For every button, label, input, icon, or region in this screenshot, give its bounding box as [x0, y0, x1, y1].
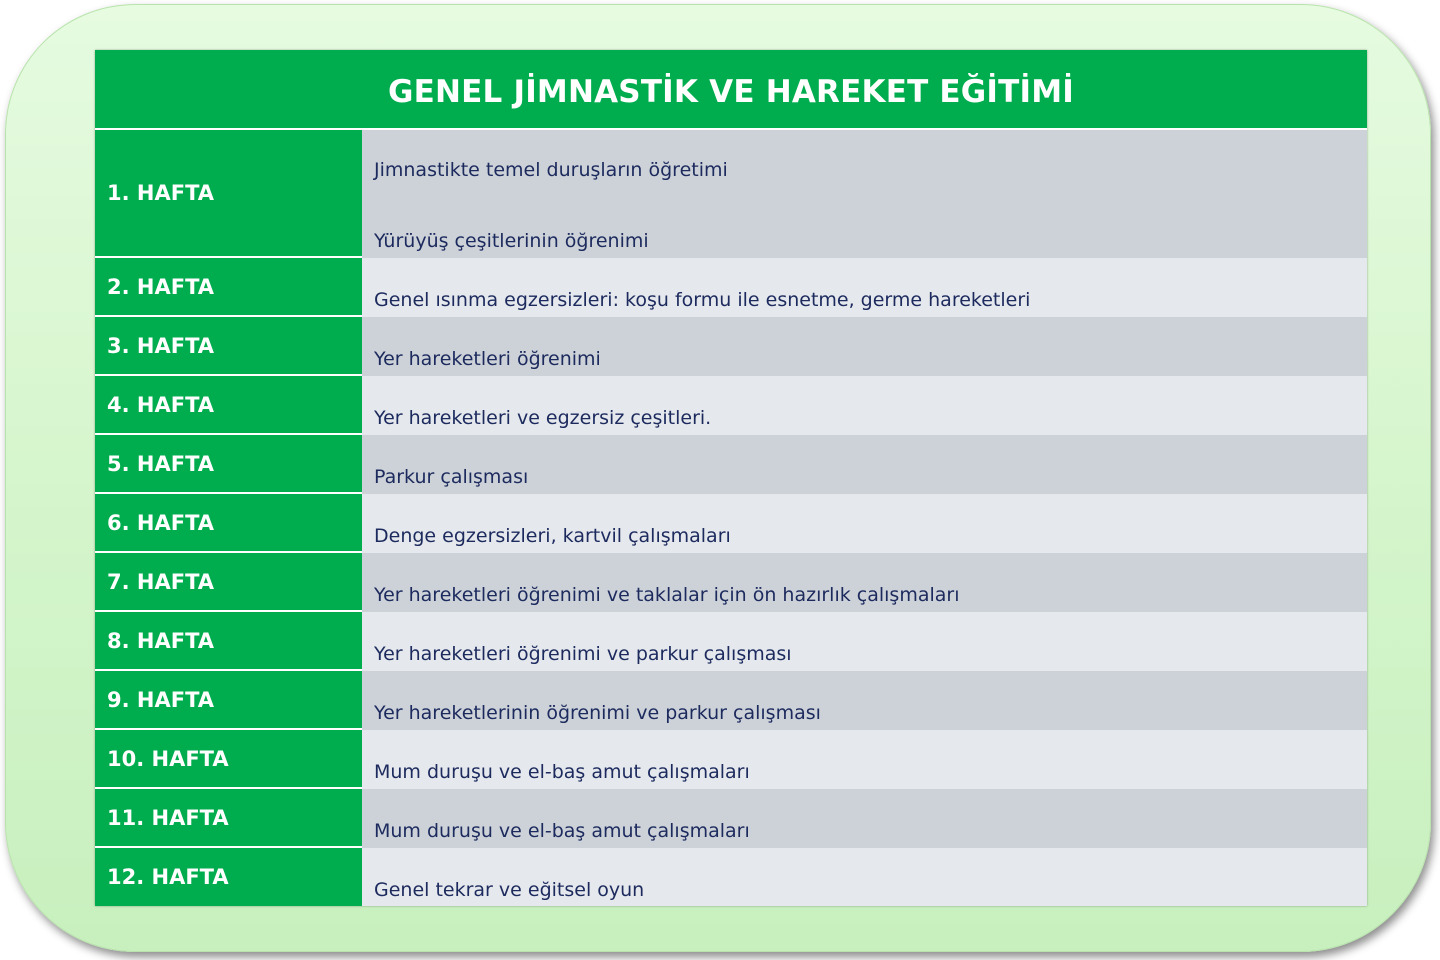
week-label: 8. HAFTA: [95, 612, 362, 671]
table-row: [95, 848, 1367, 906]
week-label: 7. HAFTA: [95, 553, 362, 612]
table-row: [95, 494, 1367, 553]
week-label: 4. HAFTA: [95, 376, 362, 435]
activity-text: Genel ısınma egzersizleri: koşu formu ile esnetme, germe hareketleri: [374, 289, 1031, 311]
activity-text: Yürüyüş çeşitlerinin öğrenimi: [374, 230, 649, 252]
week-label: 11. HAFTA: [95, 789, 362, 848]
week-label: 10. HAFTA: [95, 730, 362, 789]
activity-text: Parkur çalışması: [374, 466, 529, 488]
activity-cell: [362, 553, 1367, 612]
activity-cell: [362, 376, 1367, 435]
table-row: [95, 130, 1367, 258]
table-row: [95, 789, 1367, 848]
week-label: 5. HAFTA: [95, 435, 362, 494]
schedule-rows: [95, 130, 1367, 906]
week-label: 2. HAFTA: [95, 258, 362, 317]
activity-text: Genel tekrar ve eğitsel oyun: [374, 879, 645, 901]
activity-cell: [362, 612, 1367, 671]
activity-cell: [362, 317, 1367, 376]
activity-text: Yer hareketlerinin öğrenimi ve parkur çalışması: [374, 702, 821, 724]
activity-text: Jimnastikte temel duruşların öğretimi: [374, 159, 728, 181]
table-row: [95, 612, 1367, 671]
table-row: [95, 553, 1367, 612]
activity-cell: [362, 730, 1367, 789]
title-bar: [95, 50, 1367, 128]
week-label: 1. HAFTA: [95, 130, 362, 258]
activity-cell: [362, 671, 1367, 730]
week-label: 6. HAFTA: [95, 494, 362, 553]
week-label: 12. HAFTA: [95, 848, 362, 906]
table-row: [95, 258, 1367, 317]
activity-text: Yer hareketleri ve egzersiz çeşitleri.: [374, 407, 712, 429]
week-label: 3. HAFTA: [95, 317, 362, 376]
activity-cell: [362, 789, 1367, 848]
schedule-table: [95, 50, 1367, 906]
table-row: [95, 376, 1367, 435]
activity-text: Yer hareketleri öğrenimi ve taklalar için ön hazırlık çalışmaları: [374, 584, 960, 606]
week-label: 9. HAFTA: [95, 671, 362, 730]
table-row: [95, 730, 1367, 789]
activity-cell: [362, 848, 1367, 906]
activity-text: Yer hareketleri öğrenimi: [374, 348, 601, 370]
activity-text: Denge egzersizleri, kartvil çalışmaları: [374, 525, 731, 547]
activity-cell: [362, 258, 1367, 317]
activity-text: Mum duruşu ve el-baş amut çalışmaları: [374, 820, 750, 842]
table-row: [95, 671, 1367, 730]
table-row: [95, 435, 1367, 494]
activity-cell: [362, 435, 1367, 494]
table-row: [95, 317, 1367, 376]
page-title: GENEL JİMNASTİK VE HAREKET EĞİTİMİ: [387, 74, 1075, 110]
activity-text: Mum duruşu ve el-baş amut çalışmaları: [374, 761, 750, 783]
activity-text: Yer hareketleri öğrenimi ve parkur çalışması: [374, 643, 792, 665]
activity-cell: [362, 494, 1367, 553]
activity-cell: [362, 130, 1367, 258]
